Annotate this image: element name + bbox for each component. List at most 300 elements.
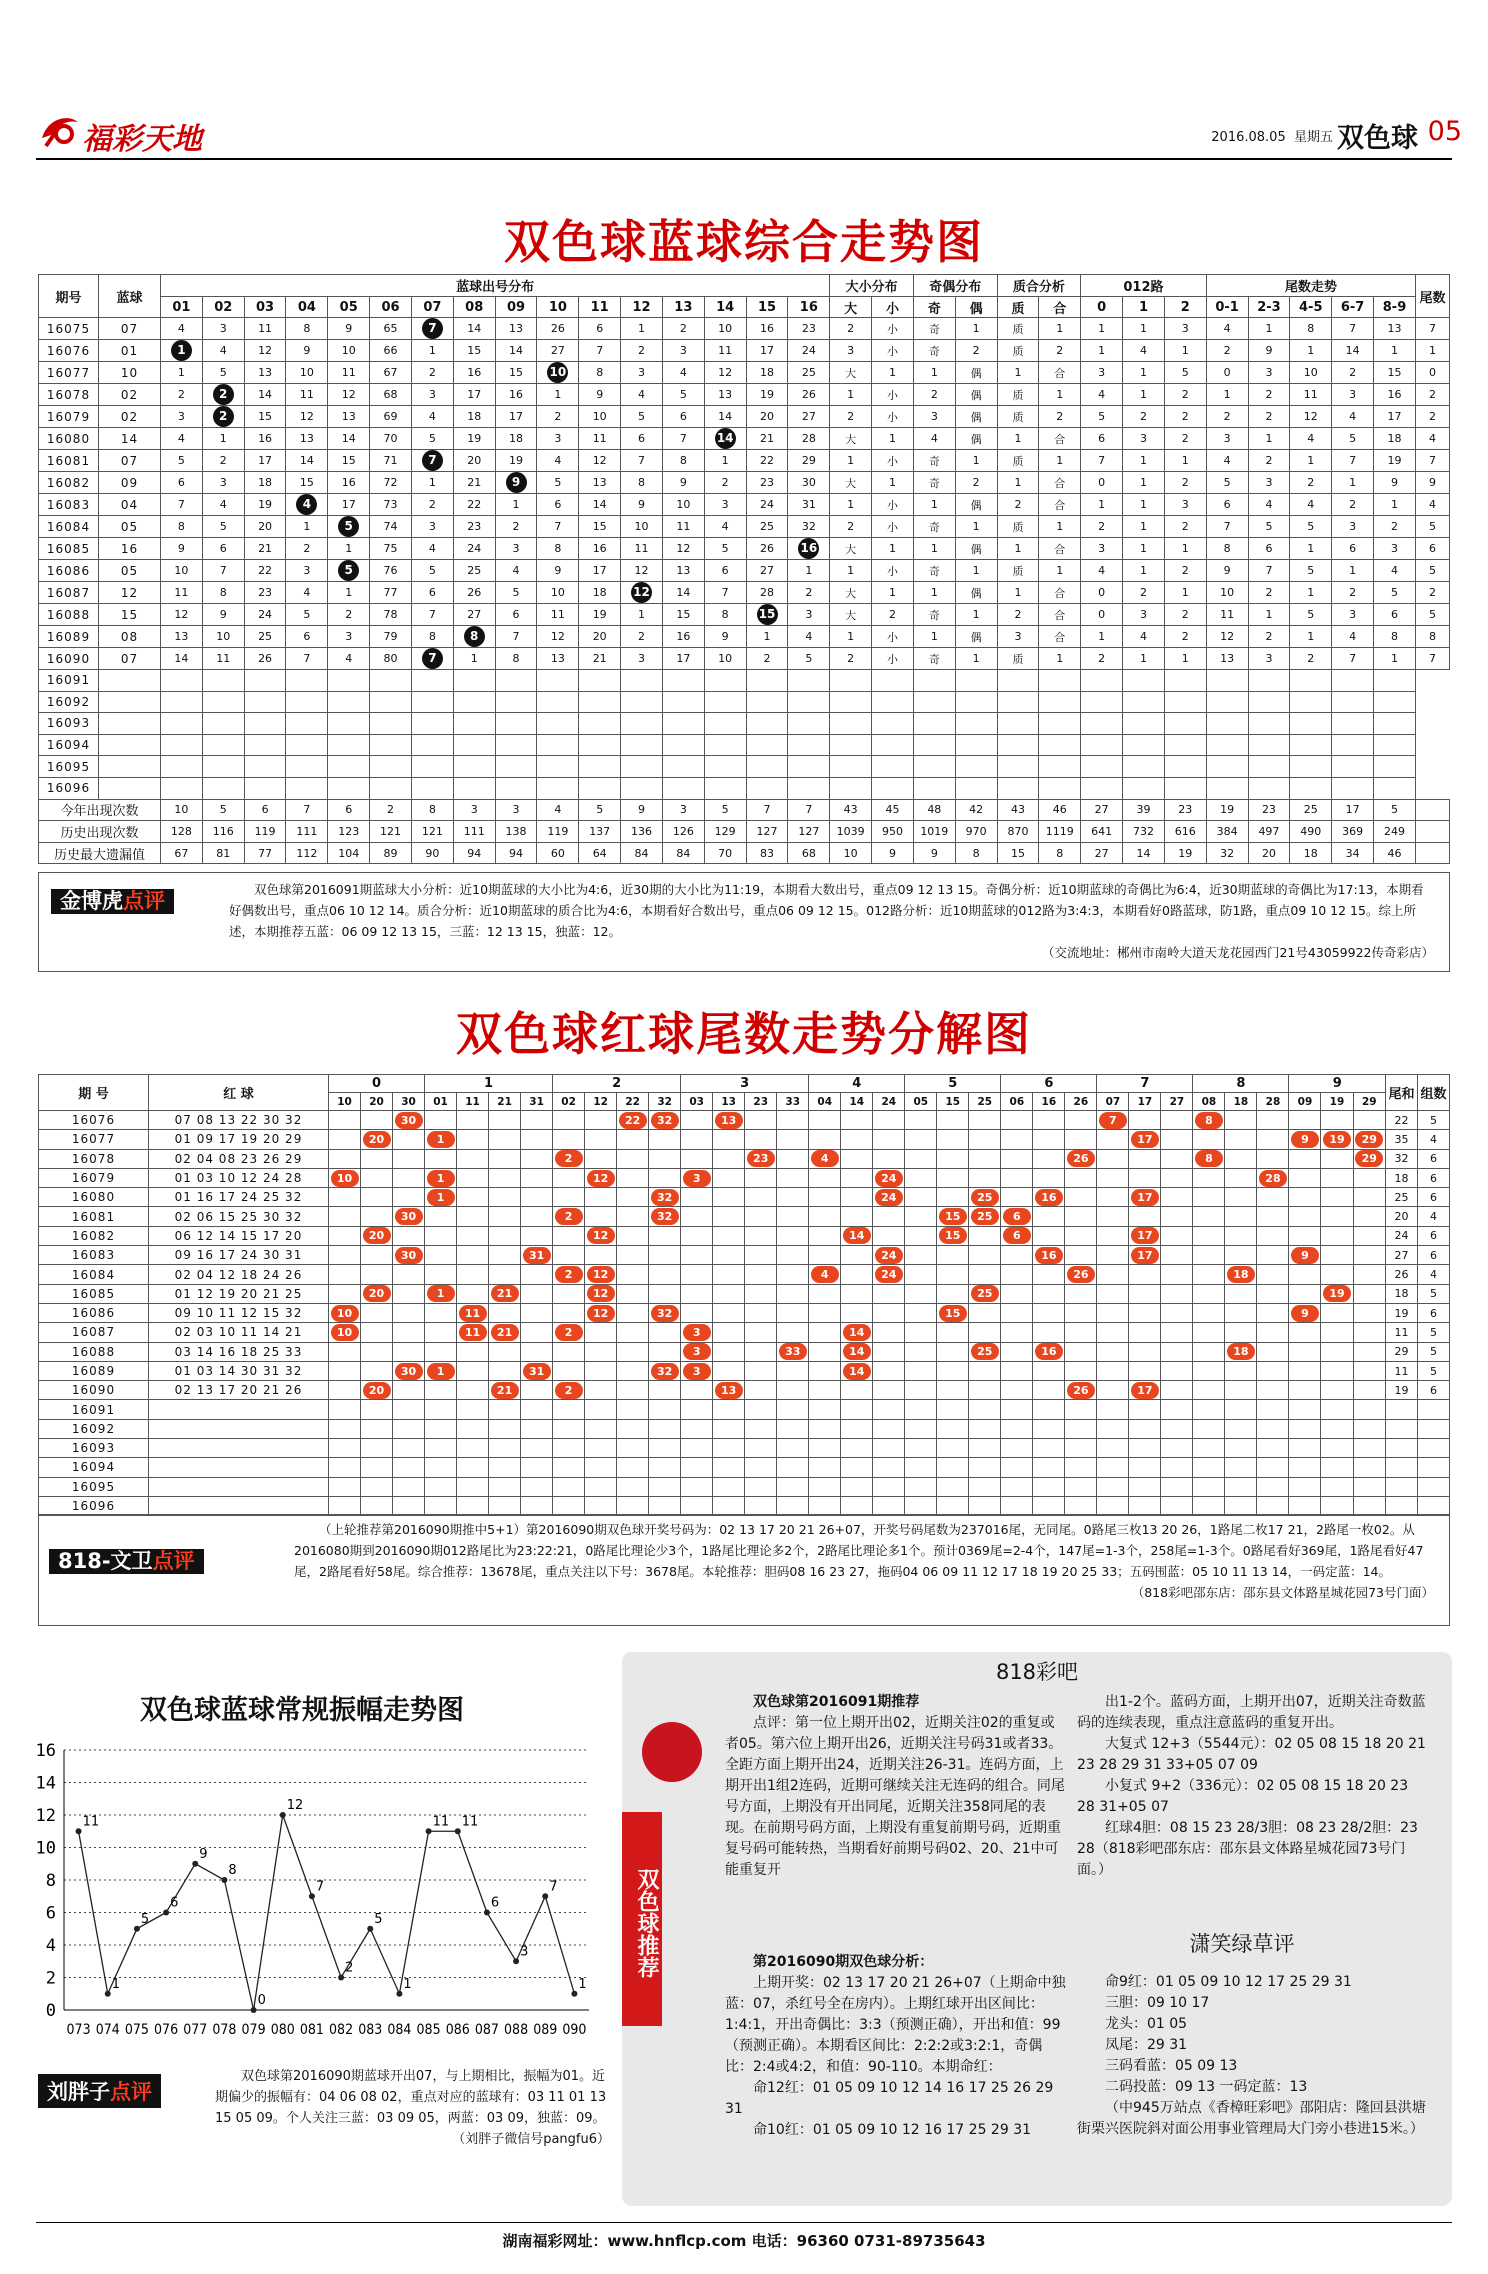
empty-cell — [1332, 734, 1374, 756]
x-tick-label: 089 — [533, 2022, 558, 2038]
tail-cell — [681, 1207, 713, 1226]
empty-cell — [872, 670, 914, 692]
dist-cell: 11 — [244, 318, 286, 340]
tail-cell — [617, 1226, 649, 1245]
tail-trend-cell: 2 — [1332, 494, 1374, 516]
tail-cell — [553, 1303, 585, 1322]
empty-cell — [713, 1477, 745, 1496]
tail-cell — [617, 1265, 649, 1284]
tail-cell — [649, 1381, 681, 1400]
dist-cell — [286, 494, 328, 516]
table-row — [39, 516, 1450, 538]
data-label: 11 — [432, 1814, 450, 1830]
tail-sum-cell: 18 — [1386, 1284, 1418, 1303]
stats-cell: 3 — [453, 799, 495, 821]
empty-cell — [621, 691, 663, 713]
empty-cell — [1374, 713, 1416, 735]
red-ball-marker: 14 — [843, 1227, 871, 1244]
table-row — [39, 362, 1450, 384]
dist-cell: 6 — [286, 626, 328, 648]
tail-trend-cell: 1 — [1290, 582, 1332, 604]
tail-cell — [713, 1149, 745, 1168]
route-cell: 1 — [1164, 582, 1206, 604]
tail-cell — [1129, 1284, 1161, 1303]
attr-cell: 质 — [997, 450, 1039, 472]
col-header-num: 27 — [1161, 1093, 1193, 1111]
empty-cell — [1289, 1400, 1321, 1419]
red-comment-box — [38, 1514, 1450, 1626]
table-row — [39, 450, 1450, 472]
tail-cell — [649, 1361, 681, 1380]
bar818-col2: 出1-2个。蓝码方面，上期开出07，近期关注奇数蓝码的连续表现，重点注意蓝码的重复开出。 大复式 12+3（5544元）：02 05 08 15 18 20 21 23 28 29 31 33+05 07 09 小复式 9+2（336元）：02 05 08 15 18 20 23 28 31+05 07 红球4胆：08 15 23 28/3胆：08 23 28/2胆：23 28（818彩吧邵东店：邵东县文体路星城花园73号门面。） — [1077, 1694, 1426, 1878]
tail-cell — [617, 1284, 649, 1303]
tail-cell — [617, 1323, 649, 1342]
empty-cell — [1206, 691, 1248, 713]
route-cell: 6 — [1081, 428, 1123, 450]
attr-cell: 小 — [872, 318, 914, 340]
stats-cell: 950 — [872, 821, 914, 843]
tail-cell — [1257, 1284, 1289, 1303]
tail-cell — [713, 1207, 745, 1226]
attr-cell: 偶 — [955, 538, 997, 560]
empty-cell — [1081, 734, 1123, 756]
tail-cell — [1225, 1323, 1257, 1342]
tail-cell: 4 — [1416, 494, 1450, 516]
empty-cell — [937, 1496, 969, 1515]
dist-cell: 18 — [746, 362, 788, 384]
dist-cell: 5 — [662, 384, 704, 406]
empty-cell — [553, 1419, 585, 1438]
tail-cell — [1161, 1342, 1193, 1361]
tail-cell — [937, 1342, 969, 1361]
dist-cell: 4 — [537, 450, 579, 472]
tail-trend-cell: 3 — [1248, 362, 1290, 384]
dist-cell: 14 — [244, 384, 286, 406]
stats-cell — [1416, 842, 1450, 864]
empty-cell — [1418, 1477, 1450, 1496]
empty-cell — [585, 1458, 617, 1477]
blue-ball-marker: 7 — [422, 318, 443, 339]
dist-cell: 2 — [537, 406, 579, 428]
empty-cell — [149, 1477, 329, 1496]
empty-cell — [161, 734, 203, 756]
empty-cell — [99, 670, 161, 692]
tail-cell — [1065, 1226, 1097, 1245]
table-row — [39, 713, 1450, 735]
tail-cell — [1001, 1342, 1033, 1361]
empty-cell — [286, 734, 328, 756]
dist-cell: 3 — [161, 406, 203, 428]
blue-value-cell: 07 — [99, 450, 161, 472]
empty-cell — [873, 1419, 905, 1438]
empty-cell — [955, 756, 997, 778]
tail-cell — [841, 1226, 873, 1245]
x-tick-label: 084 — [387, 2022, 412, 2038]
bar818-col3: 第2016090期双色球分析： 上期开奖：02 13 17 20 21 26+07（上期命中独蓝：07，杀红号全在房内）。上期红球开出区间比：1:4:1，开出奇偶比：3:3（预测正确），开出和值：99（预测正确）。本期看区间比：2:2:2或3:2:1，奇偶比：2:4或4:2，和值：90-110。本期命红： 命12红：01 05 09 10 12 14 16 17 25 26 29 31 命10红：01 05 09 10 12 16 17 25 29 31 — [725, 1954, 1066, 2138]
attr-cell: 奇 — [913, 560, 955, 582]
tail-trend-cell: 2 — [1206, 406, 1248, 428]
empty-cell — [913, 691, 955, 713]
tail-cell — [1257, 1149, 1289, 1168]
red-ball-marker: 10 — [331, 1305, 359, 1322]
attr-cell: 1 — [955, 450, 997, 472]
tail-sum-cell: 19 — [1386, 1381, 1418, 1400]
dist-cell: 69 — [370, 406, 412, 428]
route-cell: 2 — [1081, 516, 1123, 538]
red-ball-marker: 2 — [555, 1382, 583, 1399]
col-header-num: 14 — [841, 1093, 873, 1111]
tail-cell — [1161, 1361, 1193, 1380]
group-count-cell: 5 — [1418, 1323, 1450, 1342]
red-ball-marker: 22 — [619, 1112, 647, 1129]
y-tick-label: 4 — [45, 1936, 56, 1956]
empty-cell — [1225, 1439, 1257, 1458]
dist-cell: 3 — [202, 472, 244, 494]
dist-cell: 26 — [746, 538, 788, 560]
tail-trend-cell: 6 — [1206, 494, 1248, 516]
empty-cell — [1290, 670, 1332, 692]
red-ball-marker: 11 — [459, 1305, 487, 1322]
route-cell: 2 — [1164, 428, 1206, 450]
tail-cell — [1033, 1284, 1065, 1303]
empty-cell — [969, 1439, 1001, 1458]
empty-cell — [1374, 670, 1416, 692]
empty-cell — [1123, 777, 1165, 799]
tail-cell — [1097, 1381, 1129, 1400]
tail-cell — [649, 1246, 681, 1265]
empty-cell — [937, 1477, 969, 1496]
attr-cell: 大 — [830, 604, 872, 626]
attr-cell: 2 — [830, 516, 872, 538]
empty-cell — [1386, 1458, 1418, 1477]
tail-cell — [1161, 1149, 1193, 1168]
bar818-seal-icon — [642, 1722, 702, 1782]
col-header-num: 01 — [161, 297, 203, 318]
tail-trend-cell: 4 — [1290, 428, 1332, 450]
dist-cell: 8 — [704, 604, 746, 626]
attr-cell: 3 — [997, 626, 1039, 648]
tail-cell — [1225, 1226, 1257, 1245]
col-header-num: 24 — [873, 1093, 905, 1111]
dist-cell: 71 — [370, 450, 412, 472]
empty-cell — [329, 1439, 361, 1458]
dist-cell: 4 — [411, 538, 453, 560]
blue-ball-marker: 9 — [506, 472, 527, 493]
tail-cell — [937, 1111, 969, 1130]
col-header-num: 16 — [788, 297, 830, 318]
tail-cell — [553, 1188, 585, 1207]
route-cell: 1 — [1164, 340, 1206, 362]
dist-cell: 16 — [746, 318, 788, 340]
empty-cell — [585, 1439, 617, 1458]
empty-cell — [1386, 1419, 1418, 1438]
dist-cell: 7 — [411, 604, 453, 626]
attr-cell: 合 — [1039, 472, 1081, 494]
footer-text: 湖南福彩网址：www.hnflcp.com 电话：96360 0731-89735643 — [502, 2232, 986, 2250]
empty-cell — [457, 1419, 489, 1438]
empty-cell — [809, 1439, 841, 1458]
empty-cell — [1097, 1439, 1129, 1458]
dist-cell: 30 — [788, 472, 830, 494]
blue-value-cell: 02 — [99, 406, 161, 428]
empty-cell — [1353, 1439, 1386, 1458]
empty-cell — [457, 1439, 489, 1458]
tail-cell — [1097, 1342, 1129, 1361]
stats-cell: 104 — [328, 842, 370, 864]
tail-cell — [457, 1207, 489, 1226]
col-header-tail-group: 0 — [329, 1075, 425, 1093]
tail-trend-cell: 1 — [1332, 472, 1374, 494]
data-label: 1 — [578, 1976, 587, 1992]
red-ball-marker: 15 — [939, 1305, 967, 1322]
tail-cell: 8 — [1416, 626, 1450, 648]
stats-row — [39, 821, 1450, 843]
tail-cell — [521, 1207, 553, 1226]
tail-cell — [489, 1342, 521, 1361]
red-ball-marker: 19 — [1323, 1131, 1351, 1148]
tail-cell — [1097, 1226, 1129, 1245]
tail-trend-cell: 5 — [1206, 472, 1248, 494]
tail-cell — [809, 1226, 841, 1245]
empty-cell — [1129, 1496, 1161, 1515]
route-cell: 3 — [1123, 604, 1165, 626]
tail-cell — [1161, 1323, 1193, 1342]
dist-cell: 2 — [495, 516, 537, 538]
dist-cell: 17 — [244, 450, 286, 472]
empty-cell — [521, 1458, 553, 1477]
empty-cell — [1033, 1496, 1065, 1515]
tail-cell — [1001, 1207, 1033, 1226]
empty-cell — [830, 777, 872, 799]
empty-cell — [1353, 1477, 1386, 1496]
tail-cell — [617, 1130, 649, 1149]
tail-trend-cell: 10 — [1206, 582, 1248, 604]
table-row — [39, 472, 1450, 494]
stats-cell: 32 — [1206, 842, 1248, 864]
empty-cell — [905, 1458, 937, 1477]
attr-cell: 3 — [913, 406, 955, 428]
empty-cell — [809, 1477, 841, 1496]
stats-cell: 870 — [997, 821, 1039, 843]
col-header-num: 25 — [969, 1093, 1001, 1111]
empty-cell — [830, 670, 872, 692]
empty-cell — [649, 1419, 681, 1438]
stats-cell: 23 — [1248, 799, 1290, 821]
tail-cell — [361, 1381, 393, 1400]
tail-trend-cell: 6 — [1248, 538, 1290, 560]
tail-cell — [1321, 1188, 1353, 1207]
empty-cell — [453, 777, 495, 799]
tail-cell — [1065, 1168, 1097, 1187]
tail-cell — [841, 1168, 873, 1187]
empty-cell — [873, 1458, 905, 1477]
tail-cell — [425, 1284, 457, 1303]
tail-cell — [425, 1342, 457, 1361]
red-balls-cell: 09 10 11 12 15 32 — [149, 1303, 329, 1322]
dist-cell: 21 — [244, 538, 286, 560]
route-cell: 3 — [1164, 318, 1206, 340]
dist-cell: 22 — [746, 450, 788, 472]
period-cell: 16093 — [39, 1439, 149, 1458]
tail-cell — [425, 1226, 457, 1245]
tail-cell — [521, 1246, 553, 1265]
empty-cell — [1225, 1477, 1257, 1496]
dist-cell: 7 — [621, 450, 663, 472]
tail-cell — [1289, 1246, 1321, 1265]
col-header-sub: 大 — [830, 297, 872, 318]
stats-cell: 18 — [1290, 842, 1332, 864]
empty-cell — [1257, 1496, 1289, 1515]
empty-cell — [1225, 1458, 1257, 1477]
tail-cell — [457, 1381, 489, 1400]
tail-cell — [329, 1265, 361, 1284]
tail-cell — [1033, 1188, 1065, 1207]
dist-cell: 72 — [370, 472, 412, 494]
empty-cell — [1164, 734, 1206, 756]
tail-cell — [905, 1226, 937, 1245]
col-header-tail-group: 7 — [1097, 1075, 1193, 1093]
red-ball-marker: 3 — [683, 1170, 711, 1187]
tail-cell — [1161, 1188, 1193, 1207]
col-header-size: 大小分布 — [830, 275, 914, 297]
blue-value-cell: 05 — [99, 516, 161, 538]
red-balls-cell: 02 06 15 25 30 32 — [149, 1207, 329, 1226]
dist-cell — [453, 626, 495, 648]
tail-cell — [425, 1168, 457, 1187]
tail-trend-cell: 15 — [1374, 362, 1416, 384]
empty-cell — [1161, 1400, 1193, 1419]
tail-trend-cell: 3 — [1332, 604, 1374, 626]
tail-cell — [681, 1323, 713, 1342]
stats-cell: 1019 — [913, 821, 955, 843]
tail-cell — [1225, 1149, 1257, 1168]
stats-cell: 2 — [370, 799, 412, 821]
empty-cell — [495, 756, 537, 778]
red-balls-cell: 01 03 10 12 24 28 — [149, 1168, 329, 1187]
tail-cell — [1129, 1188, 1161, 1207]
route-cell: 3 — [1123, 428, 1165, 450]
tail-cell — [1097, 1207, 1129, 1226]
table-row — [39, 1207, 1450, 1226]
dist-cell: 31 — [788, 494, 830, 516]
col-header-parity: 奇偶分布 — [913, 275, 997, 297]
empty-cell — [537, 777, 579, 799]
empty-cell — [286, 691, 328, 713]
group-count-cell: 4 — [1418, 1130, 1450, 1149]
y-tick-label: 8 — [45, 1871, 56, 1891]
tail-trend-cell: 3 — [1206, 428, 1248, 450]
red-ball-marker: 3 — [683, 1363, 711, 1380]
attr-cell: 4 — [913, 428, 955, 450]
tail-sum-cell: 18 — [1386, 1168, 1418, 1187]
dist-cell: 13 — [495, 318, 537, 340]
attr-cell: 1 — [830, 494, 872, 516]
tail-cell — [1353, 1303, 1386, 1322]
tail-cell — [841, 1284, 873, 1303]
data-label: 7 — [315, 1879, 325, 1895]
dist-cell: 10 — [286, 362, 328, 384]
col-header-num: 03 — [681, 1093, 713, 1111]
tail-cell — [1257, 1111, 1289, 1130]
tail-cell — [1321, 1246, 1353, 1265]
tail-trend-cell: 1 — [1248, 604, 1290, 626]
empty-cell — [393, 1458, 425, 1477]
empty-cell — [361, 1458, 393, 1477]
col-header-012: 012路 — [1081, 275, 1206, 297]
empty-cell — [1290, 713, 1332, 735]
tail-cell — [681, 1246, 713, 1265]
dist-cell: 5 — [286, 604, 328, 626]
tail-cell — [937, 1265, 969, 1284]
tail-cell — [937, 1130, 969, 1149]
red-ball-marker: 25 — [971, 1189, 999, 1206]
empty-cell — [621, 756, 663, 778]
tail-cell — [1129, 1226, 1161, 1245]
comment-tag: 818-文卫点评 — [49, 1549, 204, 1574]
empty-cell — [937, 1400, 969, 1419]
attr-cell: 1 — [830, 560, 872, 582]
red-ball-marker: 12 — [587, 1305, 615, 1322]
tail-cell — [425, 1361, 457, 1380]
tail-cell — [841, 1111, 873, 1130]
tail-cell — [617, 1246, 649, 1265]
stats-cell: 3 — [495, 799, 537, 821]
empty-cell — [161, 713, 203, 735]
empty-cell — [1386, 1496, 1418, 1515]
tail-cell — [841, 1149, 873, 1168]
empty-cell — [1290, 734, 1332, 756]
tail-trend-cell: 1 — [1374, 648, 1416, 670]
dist-cell: 25 — [788, 362, 830, 384]
tail-cell — [1193, 1323, 1225, 1342]
empty-cell — [905, 1439, 937, 1458]
x-tick-label: 088 — [504, 2022, 529, 2038]
x-tick-label: 086 — [445, 2022, 470, 2038]
tail-cell — [969, 1342, 1001, 1361]
dist-cell: 23 — [788, 318, 830, 340]
tail-cell — [745, 1361, 777, 1380]
dist-cell: 12 — [662, 538, 704, 560]
tail-cell — [1161, 1265, 1193, 1284]
dist-cell: 18 — [495, 428, 537, 450]
red-ball-marker: 20 — [363, 1382, 391, 1399]
tail-cell: 9 — [1416, 472, 1450, 494]
tail-cell — [1257, 1207, 1289, 1226]
empty-cell — [1248, 691, 1290, 713]
bar818-vertical-tag: 双色球推荐 — [622, 1812, 662, 2026]
empty-cell — [617, 1439, 649, 1458]
route-cell: 1 — [1123, 384, 1165, 406]
data-point — [134, 1926, 140, 1932]
tail-cell — [521, 1342, 553, 1361]
tail-cell — [425, 1323, 457, 1342]
tail-cell — [1321, 1323, 1353, 1342]
table-row — [39, 691, 1450, 713]
attr-cell: 小 — [872, 406, 914, 428]
tail-cell — [553, 1284, 585, 1303]
dist-cell: 29 — [788, 450, 830, 472]
tail-cell — [617, 1303, 649, 1322]
tail-cell — [329, 1284, 361, 1303]
red-ball-marker: 2 — [555, 1324, 583, 1341]
empty-cell — [997, 670, 1039, 692]
dist-cell: 8 — [579, 362, 621, 384]
dist-cell: 16 — [244, 428, 286, 450]
tail-cell — [1257, 1303, 1289, 1322]
empty-cell — [1033, 1458, 1065, 1477]
empty-cell — [411, 691, 453, 713]
amp-comment-text: 双色球第2016090期蓝球开出07，与上期相比，振幅为01。近期偏少的振幅有：04 06 08 02，重点对应的蓝球有：03 11 01 13 15 05 09。个人关注三蓝：03 09 05，两蓝：03 09，独蓝：09。 （刘胖子微信号pangfu6） — [215, 2069, 610, 2147]
